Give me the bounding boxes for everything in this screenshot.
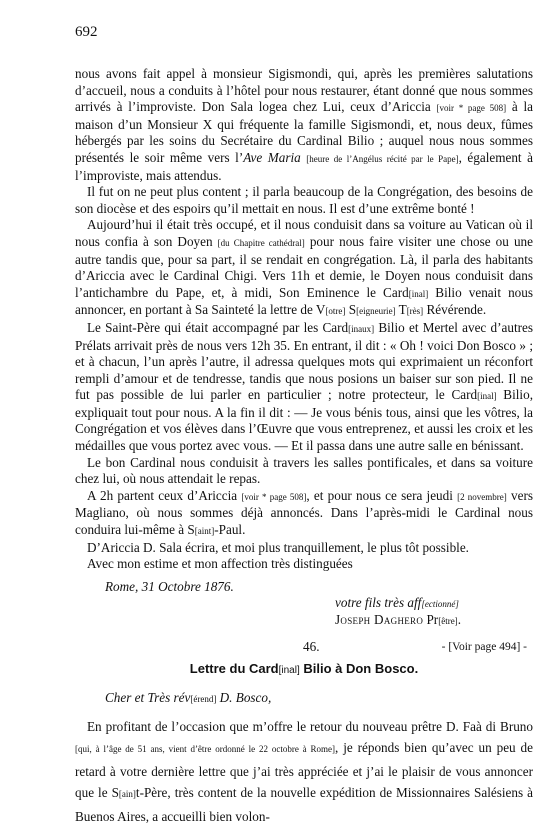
salutation: Cher et Très rév[érend] D. Bosco, [105,690,272,705]
closing-date: Rome, 31 Octobre 1876. [105,578,234,594]
paragraph: nous avons fait appel à monsieur Sigismondi, qui, après les premières salutations d’accueil, nous a conduits à l’hôtel pour nous restaurer, étant donné que nous sommes arrivés à l’improviste. Don Sala logea chez Lui, ceux d’Ariccia [voir * page 508] à la maison d’un Monsieur X qui fréquente la famille Sigismondi, et, nous deux, fûmes hébergés par les soins du Secrétaire du Cardinal Bilio ; auquel nous nous sommes présentés le soir même vers l’Ave Maria [heure de l’Angélus récité par le Pape], également à l’improviste, mais attendus. [75,66,533,183]
editorial-note: [être] [438,616,458,627]
editorial-note: [ain] [118,789,136,800]
signature-block [335,595,533,629]
page-reference: - [Voir page 494] - [441,641,527,654]
editorial-note: [2 novembre] [457,491,507,502]
editorial-note: [otre] [325,306,346,317]
letter-header [75,635,533,657]
paragraph: Le bon Cardinal nous conduisit à travers les salles pontificales, et dans sa voiture chez lui, où nous attendait le repas. [75,454,533,487]
letter-number: 46. [303,639,320,655]
letter-title: Lettre du Card[inal] Bilio à Don Bosco. [189,661,419,677]
italic-text: Ave Maria [243,149,301,165]
editorial-note: [aint] [194,526,215,537]
paragraph: Aujourd’hui il était très occupé, et il nous conduisit dans sa voiture au Vatican où il nous confia à son Doyen [du Chapitre cathédral] pour nous faire visiter une chose ou une autre tandis que, pour sa part, il se rendait en congrégation. Là, il parla des habitants d’Ariccia avec le Cardinal Chigi. Vers 11h et demie, le Doyen nous conduisit dans l’antichambre du Pape, et, à midi, Son Eminence le Card[inal] Bilio venait nous annoncer, en portant à Sa Sainteté la lettre de V[otre] S[eigneurie] T[rès] Révérende. [75,217,533,318]
editorial-note: [inal] [477,391,497,402]
page-number: 692 [75,24,98,40]
paragraph: Avec mon estime et mon affection très distinguées [87,556,353,572]
editorial-note: [voir * page 508] [241,491,307,502]
paragraph: Le Saint-Père qui était accompagné par les Card[inaux] Bilio et Mertel avec d’autres Prélats arrivait près de nous vers 12h 35. En entrant, il dit : « Oh ! voici Don Bosco » ; et à chacun, l’un après l’autre, il adressa quelques mots qui exprimaient un réconfort rempli d’amour et de tendresse, tandis que nous posions un baiser sur son pied. Il ne fut pas possible de lui parler en particulier ; notre protecteur, le Card[inal] Bilio, expliquait tout pour nous. A la fin il dit : — Je vous bénis tous, ainsi que les vôtres, la Congrégation et vos élèves dans l’Œuvre que vous entreprenez, et aussi les croix et les médailles que vous portez avec vous. — Et il passa dans une autre salle en bénissant. [75,319,533,454]
signature-name: Joseph Daghero Pr[être]. [335,612,461,628]
paragraph: Il fut on ne peut plus content ; il parla beaucoup de la Congrégation, des besoins de son diocèse et des espoirs qu’il mettait en nous. Il est d’une extrême bonté ! [75,184,533,216]
editorial-note: [voir * page 508] [436,103,507,114]
editorial-note: [érend] [190,694,217,704]
paragraph: D’Ariccia D. Sala écrira, et moi plus tranquillement, le plus tôt possible. [87,539,469,555]
editorial-note: [eigneurie] [356,306,396,317]
signer-name: Joseph Daghero [335,612,424,628]
editorial-note: [du Chapitre cathédral] [217,237,305,248]
editorial-note: [ectionné] [421,599,459,610]
paragraph: A 2h partent ceux d’Ariccia [voir * page 508], et pour nous ce sera jeudi [2 novembre] vers Magliano, où nous sommes déjà annoncés. Dans l’après-midi le Cardinal nous conduira lui-même à S[aint]-Paul. [75,487,533,538]
editorial-note: [qui, à l’âge de 51 ans, vient d’être ordonné le 22 octobre à Rome] [75,744,336,755]
editorial-note: [heure de l’Angélus récité par le Pape] [306,153,459,164]
editorial-note: [inal] [278,665,300,677]
editorial-note: [inaux] [348,323,375,334]
editorial-note: [inal] [408,288,429,299]
editorial-note: [rès] [406,306,424,317]
signature-line: votre fils très aff[ectionné] [335,595,459,611]
letter-paragraph: En profitant de l’occasion que m’offre le retour du nouveau prêtre D. Faà di Bruno [qui, à l’âge de 51 ans, vient d’être ordonné le 22 octobre à Rome], je réponds bien qu’avec un peu de retard à votre dernière lettre que j’ai très appréciée et j’ai le plaisir de vous annoncer que le S[ain]t-Père, très content de la nouvelle expédition de Missionnaires Salésiens à Buenos Aires, a accueilli bien volon- [75,718,533,824]
document-body [75,66,533,827]
